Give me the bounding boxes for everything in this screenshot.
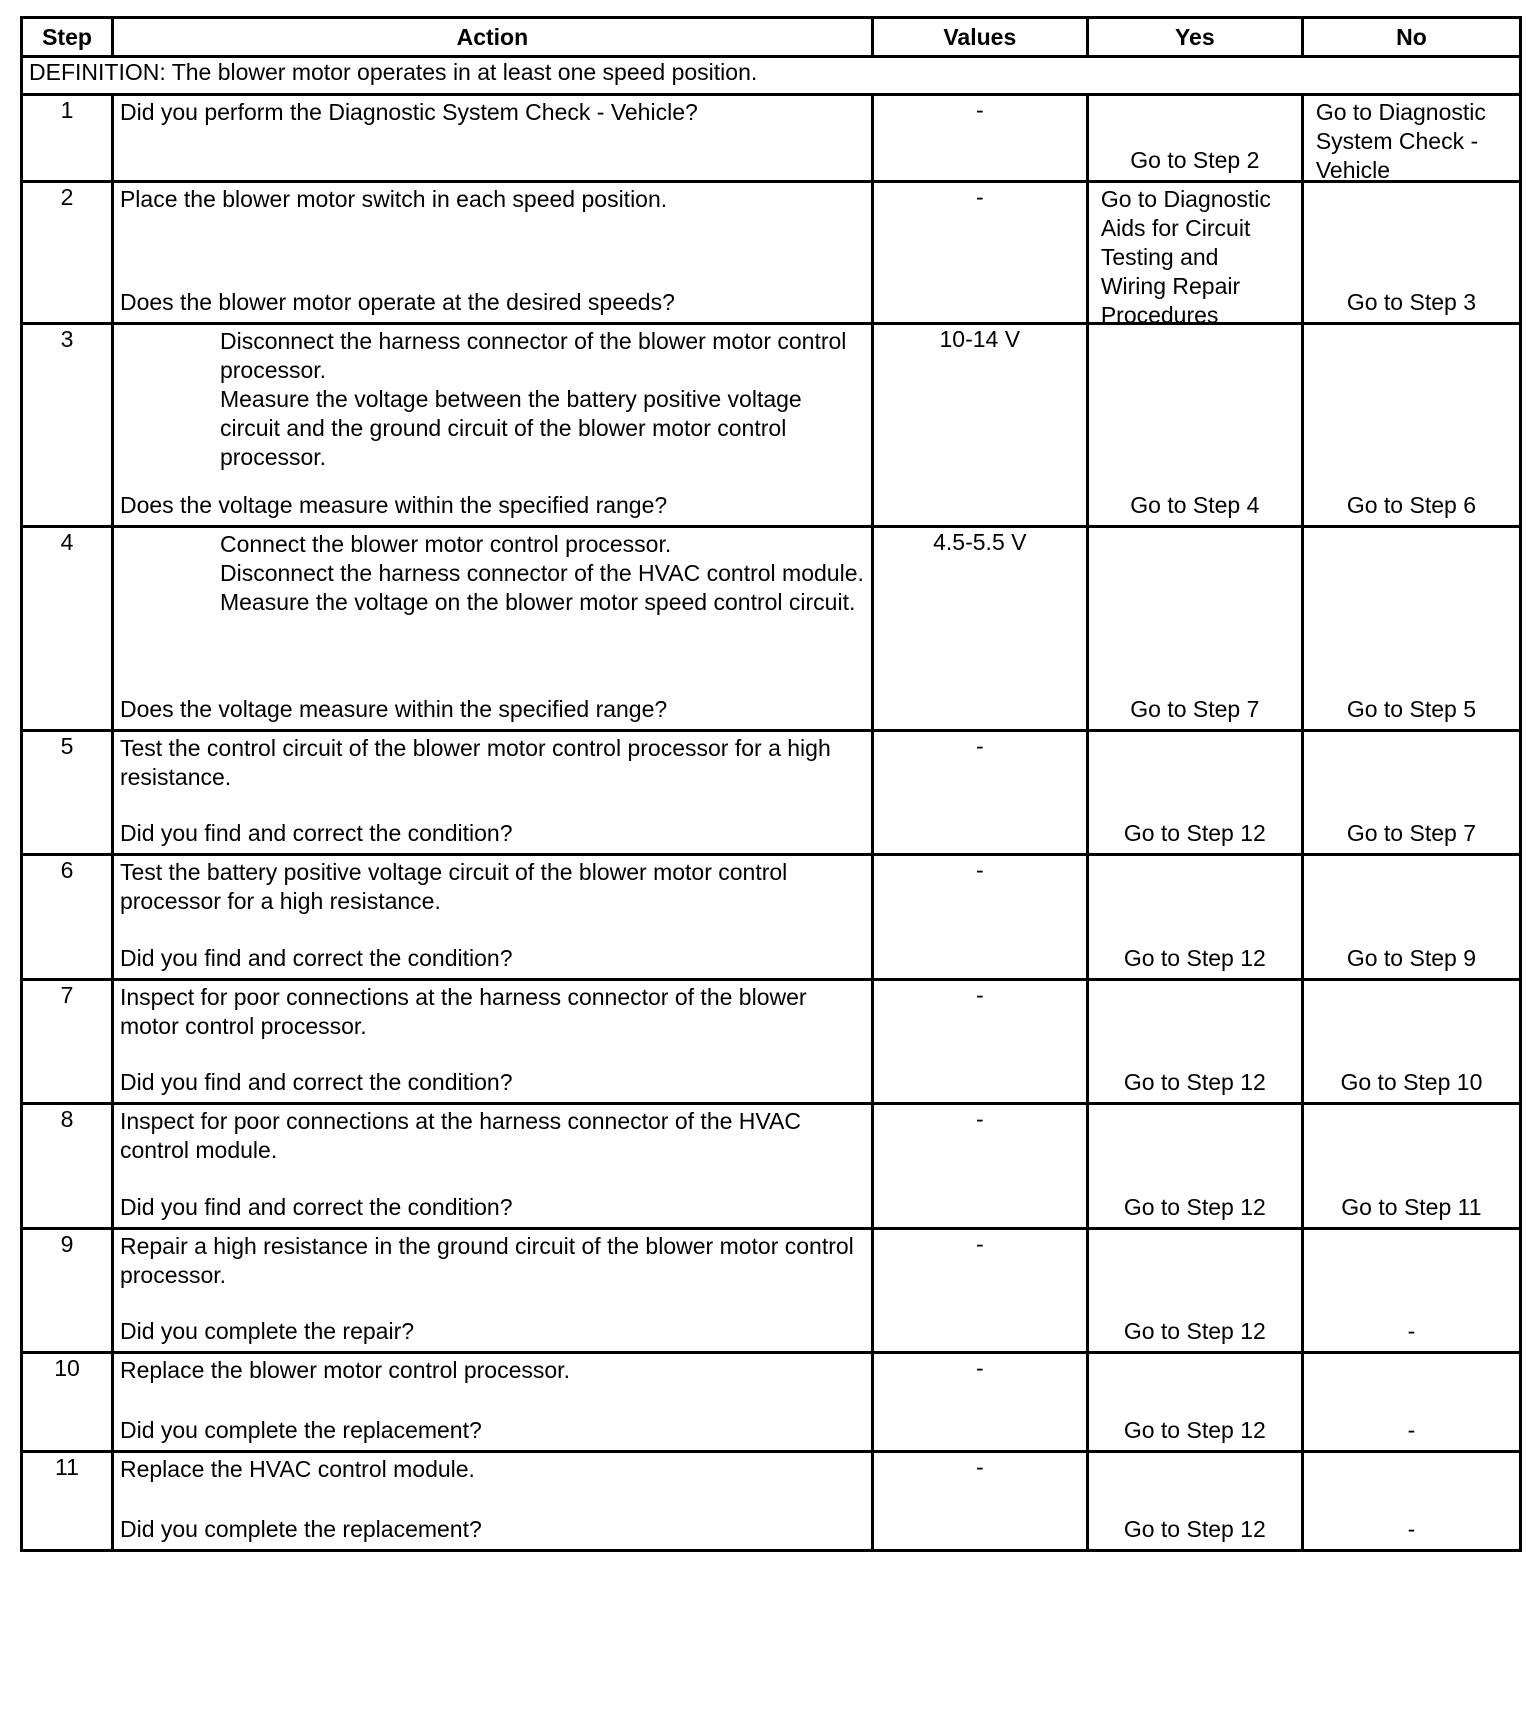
table-row [22,324,1521,527]
header-row [22,18,1521,57]
yes-action-link: Go to Step 4 [1130,492,1260,518]
no-action-link: Go to Diagnostic System Check - Vehicle [1315,99,1486,183]
action-cell [112,855,872,980]
table-row [22,731,1521,855]
action-instructions [120,325,865,472]
step-number: 10 [22,1353,113,1452]
action-line: Test the battery positive voltage circuit of the blower motor control processor for a high resistance. [119,859,788,914]
action-instructions [120,1354,865,1385]
values-cell: - [872,731,1087,855]
yes-cell [1087,527,1302,731]
action-cell [112,980,872,1104]
yes-action-link: Go to Step 12 [1123,1194,1266,1220]
yes-cell [1087,980,1302,1104]
step-number: 11 [22,1452,113,1551]
action-line: Replace the blower motor control processor. [119,1357,570,1383]
table-row [22,182,1521,324]
step-number: 9 [22,1229,113,1353]
values-cell: - [872,1229,1087,1353]
action-line: Did you perform the Diagnostic System Check - Vehicle? [119,99,698,125]
action-instructions [120,1453,865,1484]
values-cell: - [872,1353,1087,1452]
yes-action-link: Go to Step 12 [1123,1069,1266,1095]
action-cell [112,324,872,527]
action-question: Did you complete the repair? [119,1318,415,1344]
action-line: Test the control circuit of the blower motor control processor for a high resistance. [119,735,831,790]
no-action-link: Go to Step 7 [1346,820,1476,846]
no-action-link: Go to Step 11 [1341,1194,1482,1220]
yes-cell [1087,182,1302,328]
yes-cell [1087,855,1302,980]
action-question: Did you complete the replacement? [119,1417,482,1443]
definition-text: DEFINITION: The blower motor operates in at least one speed position. [22,57,1521,95]
yes-action-link: Go to Step 12 [1123,1417,1266,1443]
action-instructions [120,183,865,214]
action-question: Does the voltage measure within the specified range? [119,492,668,518]
action-question: Does the blower motor operate at the desired speeds? [119,289,675,315]
table-row [22,1452,1521,1551]
no-cell [1302,1104,1520,1229]
yes-action-link: Go to Diagnostic Aids for Circuit Testing and Wiring Repair Procedures [1100,186,1271,328]
yes-action-link: Go to Step 7 [1130,696,1260,722]
values-cell: - [872,855,1087,980]
values-cell: - [872,980,1087,1104]
no-action-link: Go to Step 6 [1346,492,1476,518]
no-action-link: - [1407,1516,1416,1542]
action-question: Did you find and correct the condition? [119,820,513,846]
header-step: Step [22,18,113,57]
no-cell [1302,95,1520,182]
action-question: Did you find and correct the condition? [119,945,513,971]
action-line: Measure the voltage on the blower motor speed control circuit. [219,589,856,615]
no-cell [1302,1452,1520,1551]
header-values: Values [872,18,1087,57]
yes-cell [1087,1353,1302,1452]
yes-cell [1087,1452,1302,1551]
no-action-link: Go to Step 3 [1346,289,1476,315]
action-line: Inspect for poor connections at the harness connector of the HVAC control module. [119,1108,801,1163]
definition-row [22,57,1521,95]
no-cell [1302,980,1520,1104]
yes-cell [1087,731,1302,855]
header-no: No [1302,18,1520,57]
action-cell [112,527,872,731]
values-cell: 4.5-5.5 V [872,527,1087,731]
yes-action-link: Go to Step 12 [1123,945,1266,971]
table-row [22,855,1521,980]
action-cell [112,731,872,855]
action-cell [112,1229,872,1353]
table-row [22,95,1521,182]
yes-action-link: Go to Step 12 [1123,820,1266,846]
diagnostic-table [20,16,1522,1552]
action-question: Does the voltage measure within the specified range? [119,696,668,722]
values-cell: 10-14 V [872,324,1087,527]
action-line: Measure the voltage between the battery positive voltage circuit and the ground circuit of the blower motor control processor. [219,386,802,470]
action-question: Did you find and correct the condition? [119,1069,513,1095]
action-instructions [120,732,865,792]
yes-cell [1087,1229,1302,1353]
values-cell: - [872,95,1087,182]
step-number: 4 [22,527,113,731]
table-row [22,980,1521,1104]
step-number: 1 [22,95,113,182]
table-row [22,527,1521,731]
table-row [22,1229,1521,1353]
action-line: Place the blower motor switch in each speed position. [119,186,668,212]
no-action-link: Go to Step 10 [1340,1069,1483,1095]
table-row [22,1104,1521,1229]
no-action-link: Go to Step 5 [1346,696,1476,722]
action-instructions [120,981,865,1041]
action-line: Connect the blower motor control processor. [219,531,672,557]
table-row [22,1353,1521,1452]
action-cell [112,1353,872,1452]
action-line: Disconnect the harness connector of the HVAC control module. [219,560,864,586]
action-question: Did you find and correct the condition? [119,1194,513,1220]
no-action-link: Go to Step 9 [1346,945,1476,971]
action-question: Did you complete the replacement? [119,1516,482,1542]
yes-cell [1087,324,1302,527]
action-line: Disconnect the harness connector of the blower motor control processor. [219,328,847,383]
action-instructions [120,528,865,617]
action-instructions [120,856,865,916]
action-cell [112,182,872,324]
yes-cell [1087,1104,1302,1229]
no-cell [1302,182,1520,324]
yes-action-link: Go to Step 12 [1123,1516,1266,1542]
no-cell [1302,324,1520,527]
header-action: Action [112,18,872,57]
step-number: 8 [22,1104,113,1229]
no-cell [1302,527,1520,731]
step-number: 5 [22,731,113,855]
values-cell: - [872,1452,1087,1551]
no-cell [1302,1229,1520,1353]
no-action-link: - [1407,1318,1416,1344]
yes-cell [1087,95,1302,182]
action-cell [112,1452,872,1551]
no-cell [1302,731,1520,855]
action-instructions [120,1105,865,1165]
values-cell: - [872,182,1087,324]
values-cell: - [872,1104,1087,1229]
step-number: 3 [22,324,113,527]
action-line: Repair a high resistance in the ground circuit of the blower motor control processor. [119,1233,854,1288]
header-yes: Yes [1087,18,1302,57]
yes-action-link: Go to Step 2 [1130,147,1260,173]
step-number: 2 [22,182,113,324]
action-cell [112,1104,872,1229]
step-number: 7 [22,980,113,1104]
action-line: Replace the HVAC control module. [119,1456,475,1482]
action-line: Inspect for poor connections at the harness connector of the blower motor control processor. [119,984,807,1039]
no-cell [1302,1353,1520,1452]
action-instructions [120,96,865,127]
action-cell [112,95,872,182]
action-instructions [120,1230,865,1290]
step-number: 6 [22,855,113,980]
yes-action-link: Go to Step 12 [1123,1318,1266,1344]
no-cell [1302,855,1520,980]
no-action-link: - [1407,1417,1416,1443]
